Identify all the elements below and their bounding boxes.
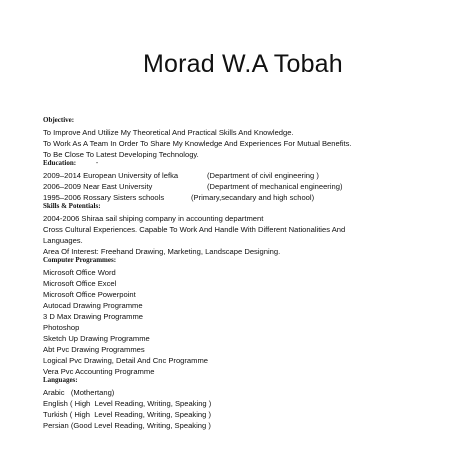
education-detail: (Department of mechanical engineering) xyxy=(207,182,343,191)
computer-item: 3 D Max Drawing Programme xyxy=(43,312,144,321)
education-heading xyxy=(43,160,443,167)
education-years: 1995–2006 Rossary Sisters schools xyxy=(43,193,165,202)
skills-line: Area Of Interest: Freehand Drawing, Marketing, Landscape Designing. xyxy=(43,247,281,256)
language-item: Arabic (Mothertang) xyxy=(43,388,115,397)
education-years: 2009–2014 European University of lefka xyxy=(43,171,179,180)
computer-item: Microsoft Office Powerpoint xyxy=(43,290,136,299)
computer-heading: Computer Programmes: xyxy=(43,256,117,264)
computer-item: Microsoft Office Word xyxy=(43,268,116,277)
education-entry xyxy=(43,192,443,203)
skills-line: Languages. xyxy=(43,236,83,245)
computer-item: Autocad Drawing Programme xyxy=(43,301,143,310)
education-heading-suffix: - xyxy=(95,160,99,167)
education-heading-label: Education: xyxy=(43,159,77,167)
computer-item: Logical Pvc Drawing, Detail And Cnc Programme xyxy=(43,356,209,365)
skills-line: Cross Cultural Experiences. Capable To Work And Handle With Different Nationalities And xyxy=(43,225,346,234)
computer-item: Vera Pvc Accounting Programme xyxy=(43,367,155,376)
education-detail: (Department of civil engineering ) xyxy=(207,171,319,180)
computer-item: Sketch Up Drawing Programme xyxy=(43,334,150,343)
objective-line: To Be Close To Latest Developing Technology. xyxy=(43,150,199,159)
resume-body xyxy=(43,117,443,431)
computer-item: Microsoft Office Excel xyxy=(43,279,117,288)
objective-line: To Improve And Utilize My Theoretical And Practical Skills And Knowledge. xyxy=(43,128,294,137)
skills-line: 2004-2006 Shiraa sail shiping company in accounting department xyxy=(43,214,264,223)
resume-name: Morad W.A Tobah xyxy=(143,50,343,78)
language-item: Turkish ( High Level Reading, Writing, Speaking ) xyxy=(43,410,211,419)
computer-item: Photoshop xyxy=(43,323,80,332)
language-item: Persian (Good Level Reading, Writing, Speaking ) xyxy=(43,421,211,430)
languages-heading: Languages: xyxy=(43,376,78,384)
objective-heading: Objective: xyxy=(43,116,75,124)
skills-heading: Skills & Potentials: xyxy=(43,202,101,210)
education-entry xyxy=(43,170,443,181)
education-years: 2006–2009 Near East University xyxy=(43,182,153,191)
education-entry xyxy=(43,181,443,192)
computer-item: Abt Pvc Drawing Programmes xyxy=(43,345,145,354)
objective-line: To Work As A Team In Order To Share My Knowledge And Experiences For Mutual Benefits. xyxy=(43,139,352,148)
language-item: English ( High Level Reading, Writing, Speaking ) xyxy=(43,399,212,408)
education-detail: (Primary,secandary and high school) xyxy=(191,193,315,202)
